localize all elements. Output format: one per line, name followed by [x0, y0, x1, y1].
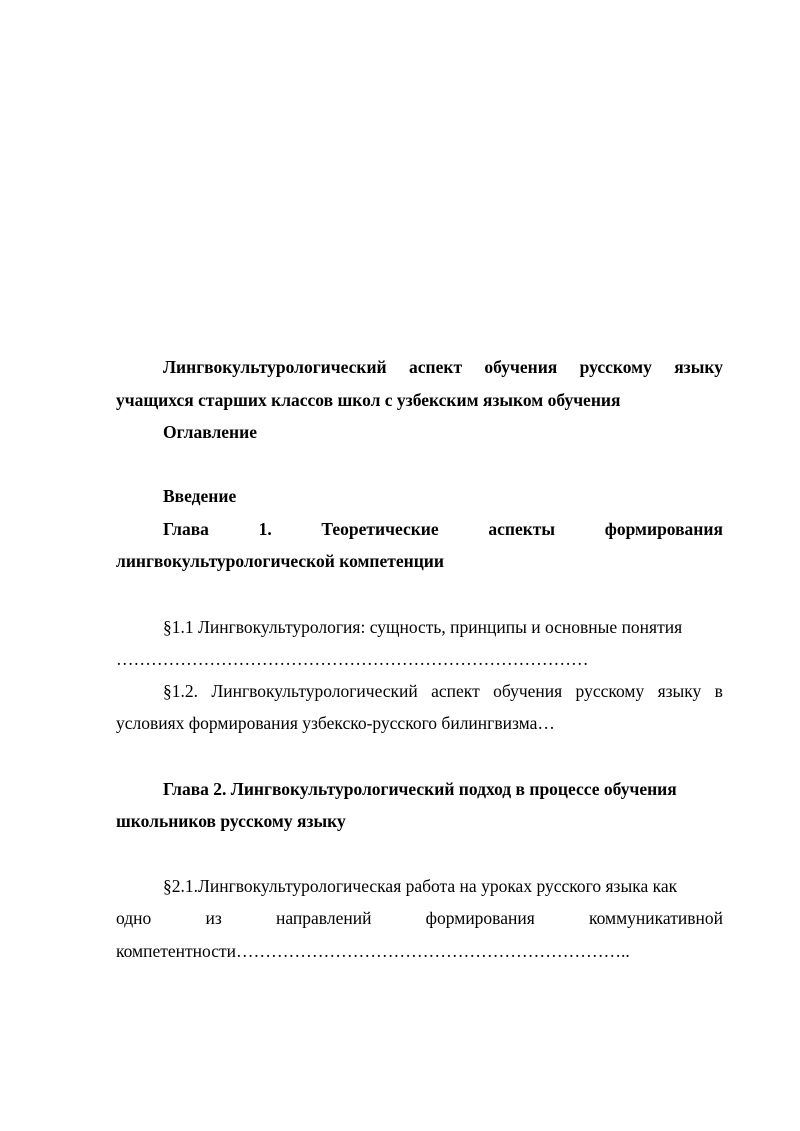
toc-section-2-1-line-1: §2.1.Лингвокультурологическая работа на уроках русского языка как — [163, 876, 678, 896]
toc-section-1-2-line-2: условиях формирования узбекско-русского билингвизма… — [116, 713, 555, 733]
toc-chapter-1-line-1 — [163, 518, 723, 540]
document-title-line-1 — [163, 356, 723, 378]
section-word: в — [714, 681, 723, 701]
toc-item-introduction: Введение — [163, 486, 237, 506]
chapter-word: аспекты — [488, 519, 556, 539]
title-word: языку — [674, 357, 723, 377]
section-word: §1.2. — [163, 681, 198, 701]
section-word: формирования — [425, 908, 535, 928]
document-title-line-2: учащихся старших классов школ с узбекским языком обучения — [116, 390, 621, 410]
toc-chapter-1-line-2: лингвокультурологической компетенции — [116, 551, 444, 571]
title-word: Лингвокультурологический — [163, 357, 387, 377]
section-word: одно — [116, 908, 152, 928]
toc-section-2-1-line-2 — [116, 907, 723, 929]
chapter-word: 1. — [258, 519, 272, 539]
section-word: Лингвокультурологический — [211, 681, 418, 701]
section-word: направлений — [276, 908, 372, 928]
chapter-word: формирования — [604, 519, 723, 539]
section-word: языку — [657, 681, 702, 701]
section-word: коммуникативной — [589, 908, 723, 928]
toc-heading: Оглавление — [163, 422, 257, 442]
toc-chapter-2-line-2: школьников русскому языку — [116, 811, 346, 831]
toc-chapter-2-line-1: Глава 2. Лингвокультурологический подход в процессе обучения — [163, 779, 677, 799]
chapter-word: Теоретические — [321, 519, 439, 539]
toc-section-1-1-line-1: §1.1 Лингвокультурология: сущность, принципы и основные понятия — [163, 617, 683, 637]
section-word: русскому — [575, 681, 645, 701]
toc-section-2-1-line-3: компетентности………………………………………………………….. — [116, 941, 630, 961]
toc-section-1-1-leader-dots: ……………………………………………………………………… — [116, 649, 589, 669]
toc-section-1-2-line-1 — [163, 680, 723, 702]
chapter-word: Глава — [163, 519, 209, 539]
section-word: аспект — [431, 681, 480, 701]
section-word: из — [205, 908, 222, 928]
title-word: русскому — [579, 357, 652, 377]
title-word: обучения — [484, 357, 558, 377]
section-word: обучения — [493, 681, 563, 701]
title-word: аспект — [409, 357, 463, 377]
